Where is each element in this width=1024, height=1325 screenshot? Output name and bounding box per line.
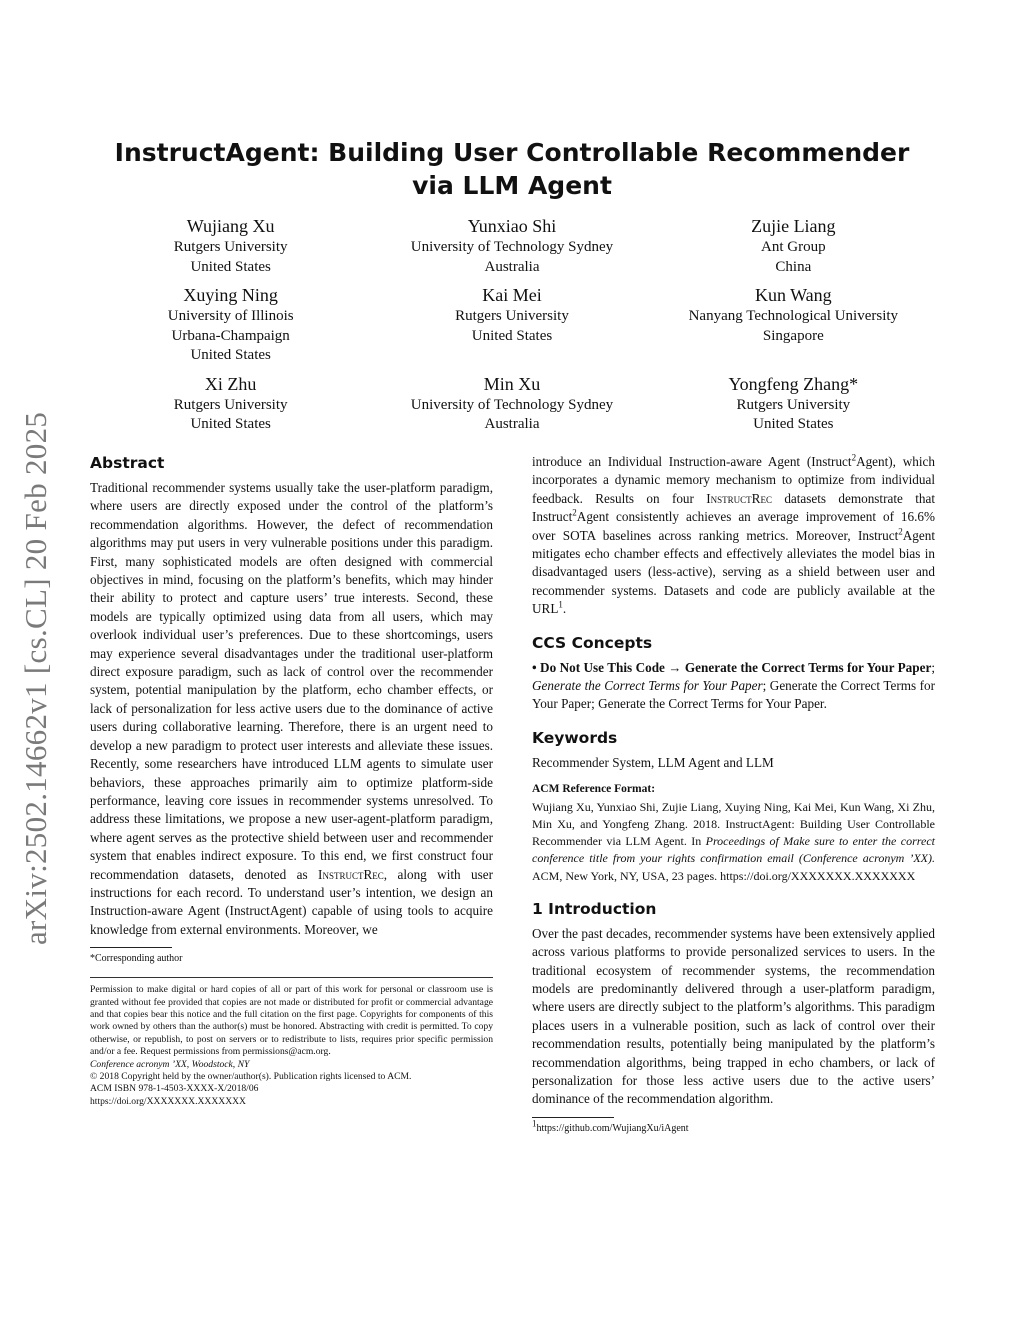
- author-name: Wujiang Xu: [186, 216, 275, 236]
- author: [90, 372, 371, 435]
- author-country: United States: [190, 416, 271, 432]
- footnote-marker[interactable]: 1: [558, 599, 563, 610]
- acm-reference-heading: ACM Reference Format:: [532, 783, 656, 796]
- author-name: Min Xu: [483, 373, 541, 394]
- author-name: Kai Mei: [482, 285, 542, 305]
- author-affiliation: University of Illinois: [167, 308, 294, 324]
- author-row: [90, 372, 934, 435]
- author-affiliation: Rutgers University: [455, 308, 569, 324]
- author: [90, 214, 371, 277]
- keywords-heading: Keywords: [532, 728, 618, 747]
- author-affiliation: University of Technology Sydney: [410, 239, 614, 255]
- copyright-line: © 2018 Copyright held by the owner/author(s). Publication rights licensed to ACM.: [90, 1071, 412, 1082]
- author: [371, 214, 652, 277]
- author-country: China: [775, 258, 812, 275]
- abstract-continuation: introduce an Individual Instruction-aware Agent (Instruct$^2$Agent), which incorporates a dynamic memory mechanism to optimize from individual feedback. Results on four InstructRec datasets demonstrate that Instruct$^2$Agent consistently achieves an average improvement of 16.6% over SOTA baselines across ranking metrics. Moreover, Instruct$^2$Agent mitigates echo chamber effects and effectively alleviates the model bias in disadvantaged users (less-active), serving as a shield between user and recommender systems. Datasets and code are publicly available at the URL$^1$.: [532, 452, 935, 617]
- corresponding-author-footnote: *Corresponding author: [90, 953, 183, 965]
- isbn-line: ACM ISBN 978-1-4503-XXXX-X/2018/06: [90, 1083, 259, 1095]
- author: [653, 214, 934, 277]
- instructrec-name: InstructRec: [706, 490, 772, 506]
- acm-reference-text: Wujiang Xu, Yunxiao Shi, Zujie Liang, Xuying Ning, Kai Mei, Kun Wang, Xi Zhu, Min Xu, and Yongfeng Zhang. 2018. InstructAgent: Building User Controllable Recommender via LLM Agent. In Proceedings of Make sure to enter the correct conference title from your rights confirmation email (Conference acronym ’XX). ACM, New York, NY, USA, 23 pages. https://doi.org/XXXXXXX.XXXXXXX: [532, 799, 935, 883]
- author-affiliation: Nanyang Technological University: [688, 308, 899, 324]
- author-country: Australia: [484, 258, 540, 275]
- keywords-text: Recommender System, LLM Agent and LLM: [532, 754, 774, 770]
- introduction-section: [532, 899, 935, 1109]
- author-affiliation: Ant Group: [761, 239, 826, 255]
- author-country: United States: [190, 347, 271, 363]
- conference-line: Conference acronym ’XX, Woodstock, NY: [90, 1058, 250, 1070]
- ccs-heading: CCS Concepts: [532, 633, 653, 652]
- footnote-rule: [532, 1117, 614, 1118]
- ccs-section: [532, 633, 935, 714]
- url-footnote: $^1$https://github.com/WujiangXu/iAgent: [532, 1118, 689, 1134]
- author: [653, 283, 934, 366]
- author: [371, 283, 652, 366]
- author-affiliation-line2: Urbana-Champaign: [171, 327, 290, 344]
- footnote-rule: [90, 947, 172, 948]
- author-country: United States: [753, 416, 834, 432]
- keywords-section: [532, 728, 935, 772]
- author-name: Xuying Ning: [183, 285, 278, 305]
- author-row: [90, 214, 934, 277]
- author-affiliation: University of Technology Sydney: [410, 396, 614, 413]
- permission-block: [90, 984, 493, 1108]
- github-link[interactable]: https://github.com/WujiangXu/iAgent: [536, 1122, 689, 1134]
- doi-line[interactable]: https://doi.org/XXXXXXX.XXXXXXX: [90, 1095, 246, 1107]
- instructrec-name: InstructRec: [318, 866, 384, 882]
- author-row: [90, 283, 934, 366]
- author-name: Xi Zhu: [204, 373, 257, 394]
- author-country: United States: [190, 258, 271, 275]
- abstract-text: Traditional recommender systems usually take the user-platform paradigm, where users are directly exposed under the control of the platform’s recommendation algorithms. However, the defect of recommendation algorithms may put users in very vulnerable positions under this paradigm. First, many sophisticated models are often designed with commercial objectives in mind, focusing on the platform’s benefits, which may hinder their ability to protect and capture users’ true interests. Second, these models are typically optimized using data from all users, which may overlook individual user’s preferences. Due to these shortcomings, users may experience several disadvantages under the traditional user-platform direct exposure paradigm, such as lack of control over the recommender system, potential manipulation by the platform, echo chamber effects, or lack of personalization for less active users due to the dominance of active users during collaborative learning. Therefore, there is an urgent need to develop a new paradigm to protect user interests and alleviate these issues. Recently, some researchers have introduced LLM agents to simulate user behaviors, these approaches primarily aim to optimize platform-side performance, leaving core issues in recommender systems unresolved. To address these limitations, we propose a new user-agent-platform paradigm, where agent serves as the protective shield between user and recommender system that enables indirect exposure. To this end, we first construct four recommendation datasets, denoted as InstructRec, along with user instructions for each record. To understand user’s intention, we design an Instruction-aware Agent (InstructAgent) capable of using tools to acquire knowledge from external environments. Moreover, we: [90, 480, 493, 937]
- author-name: Yongfeng Zhang*: [728, 373, 859, 394]
- ccs-text: • Do Not Use This Code → Generate the Correct Terms for Your Paper; Generate the Correct Terms for Your Paper; Generate the Correct Terms for Your Paper; Generate the Correct Terms for Your Paper.: [532, 659, 935, 712]
- author-country: United States: [471, 327, 553, 344]
- author: [653, 372, 934, 435]
- left-column: [90, 453, 493, 1108]
- author-country: Australia: [484, 416, 540, 432]
- author-affiliation: Rutgers University: [173, 239, 288, 255]
- introduction-heading: 1 Introduction: [532, 899, 657, 918]
- author: [371, 372, 652, 435]
- author-name: Yunxiao Shi: [467, 216, 557, 236]
- permission-rule: [90, 977, 493, 978]
- author-affiliation: Rutgers University: [173, 396, 288, 413]
- abstract-heading: Abstract: [90, 454, 165, 472]
- author-block: [90, 214, 934, 441]
- author-name: Kun Wang: [754, 285, 832, 305]
- author: [90, 283, 371, 366]
- author-country: Singapore: [762, 327, 824, 344]
- arxiv-identifier[interactable]: arXiv:2502.14662v1 [cs.CL] 20 Feb 2025: [18, 411, 53, 945]
- author-name: Zujie Liang: [751, 216, 836, 236]
- author-affiliation: Rutgers University: [736, 396, 851, 413]
- introduction-text: Over the past decades, recommender systems have been extensively applied across various platforms to provide personalized services to users. In the traditional ecosystem of recommender systems, the recommendation models are predominantly delivered through a user-platform paradigm, where users are directly subject to the platform’s algorithms. This paradigm places users in a vulnerable position, such as lack of control over their recommendation results, potentially being manipulated by the platform’s recommendation algorithms, being trapped in echo chambers, or lack of personalization for those less active users due to the active users’ dominance of the recommendation algorithm.: [532, 925, 935, 1107]
- right-column: [532, 453, 935, 1135]
- paper-title: InstructAgent: Building User Controllable Recommender via LLM Agent: [114, 138, 910, 200]
- permission-text: Permission to make digital or hard copies of all or part of this work for personal or classroom use is granted without fee provided that copies are not made or distributed for profit or commercial advantage and that copies bear this notice and the full citation on the first page. Copyrights for components of this work owned by others than the author(s) must be honored. Abstracting with credit is permitted. To copy otherwise, or republish, to post on servers or to redistribute to lists, requires prior specific permission and/or a fee. Request permissions from permissions@acm.org.: [90, 984, 493, 1058]
